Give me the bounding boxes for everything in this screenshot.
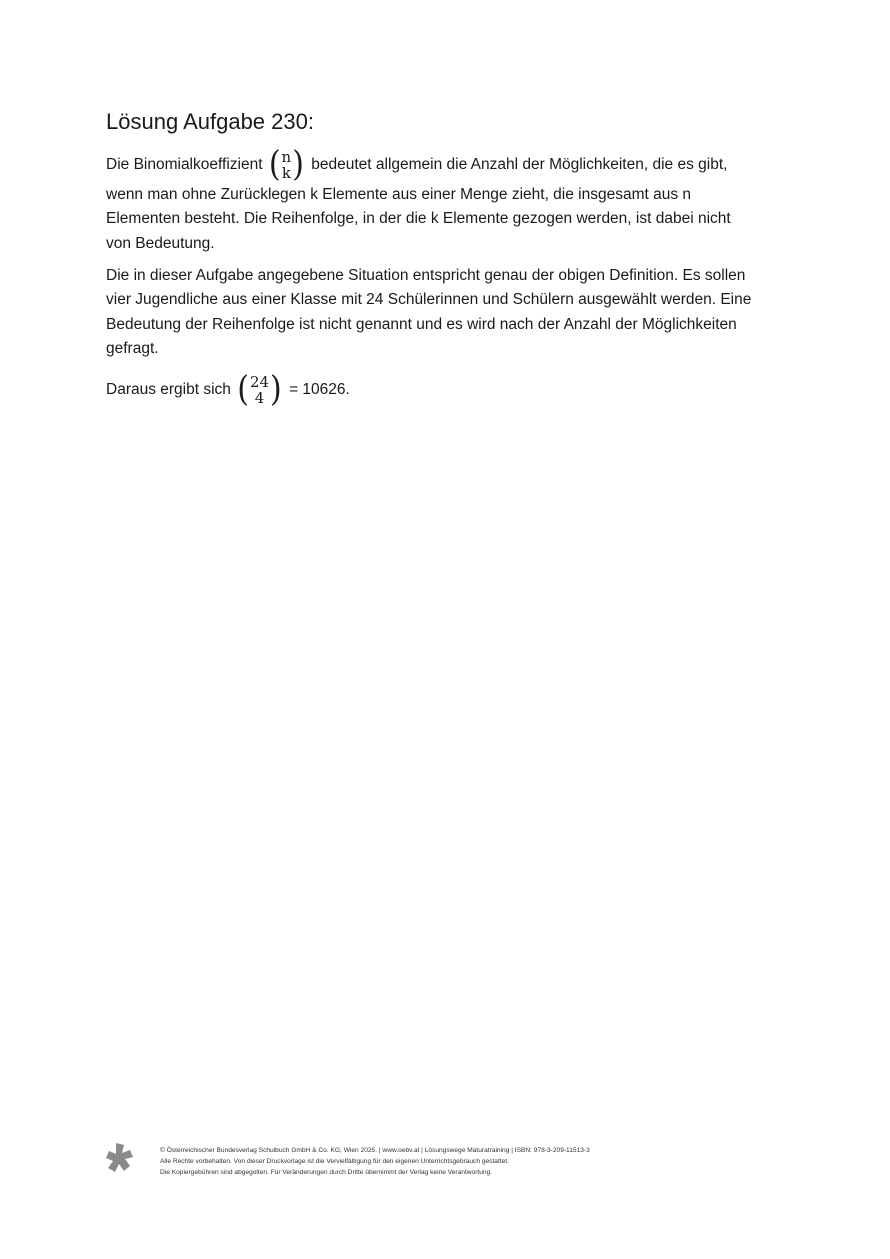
- binomial-bottom: 4: [254, 388, 265, 407]
- paragraph-line: gefragt.: [106, 339, 159, 357]
- paragraph-definition: [106, 144, 796, 256]
- paragraph-line: Die in dieser Aufgabe angegebene Situation entspricht genau der obigen Definition. Es sollen: [106, 267, 746, 284]
- binomial-coefficient: [237, 369, 282, 410]
- paragraph-line: Elementen besteht. Die Reihenfolge, in der die k Elemente gezogen werden, ist dabei nicht: [106, 210, 731, 228]
- binomial-stack: [281, 149, 293, 181]
- binomial-bottom: k: [281, 163, 291, 182]
- paragraph-result: [106, 369, 796, 410]
- text-segment: = 10626.: [289, 381, 350, 399]
- paragraph-situation: [106, 264, 796, 361]
- right-paren: ): [270, 369, 282, 410]
- binomial-coefficient: [268, 144, 304, 185]
- right-paren: ): [292, 144, 304, 185]
- binomial-top: n: [281, 147, 292, 166]
- oebv-logo-icon: [106, 1142, 136, 1176]
- paragraph-line: von Bedeutung.: [106, 234, 215, 252]
- footer-line: Alle Rechte vorbehalten. Von dieser Druckvorlage ist die Vervielfältigung für den eigenen Unterrichtsgebrauch gestattet.: [160, 1158, 509, 1165]
- footer-line: © Österreichischer Bundesverlag Schulbuch GmbH & Co. KG, Wien 2025. | www.oebv.at | Lösungswege Maturatraining | ISBN: 978-3-209-11513-3: [160, 1147, 590, 1154]
- binomial-top: 24: [249, 372, 270, 391]
- text-segment: bedeutet allgemein die Anzahl der Möglichkeiten, die es gibt,: [311, 156, 728, 174]
- paragraph-line: [106, 144, 796, 185]
- page-title: Lösung Aufgabe 230:: [106, 109, 314, 134]
- footer-text: [160, 1145, 590, 1178]
- text-segment: Die Binomialkoeffizient: [106, 156, 263, 174]
- footer-line: Die Kopiergebühren sind abgegolten. Für Veränderungen durch Dritte übernimmt der Verlag keine Verantwortung.: [160, 1169, 493, 1176]
- paragraph-line: [106, 369, 796, 410]
- left-paren: (: [268, 144, 281, 185]
- page-footer: [106, 1142, 806, 1182]
- paragraph-line: wenn man ohne Zurücklegen k Elemente aus einer Menge zieht, die insgesamt aus n: [106, 186, 692, 204]
- binomial-stack: [249, 374, 270, 406]
- paragraph-line: Bedeutung der Reihenfolge ist nicht genannt und es wird nach der Anzahl der Möglichkeiten: [106, 315, 737, 333]
- paragraph-line: vier Jugendliche aus einer Klasse mit 24 Schülerinnen und Schülern ausgewählt werden. Eine: [106, 291, 752, 309]
- left-paren: (: [237, 369, 249, 410]
- text-segment: Daraus ergibt sich: [106, 381, 231, 399]
